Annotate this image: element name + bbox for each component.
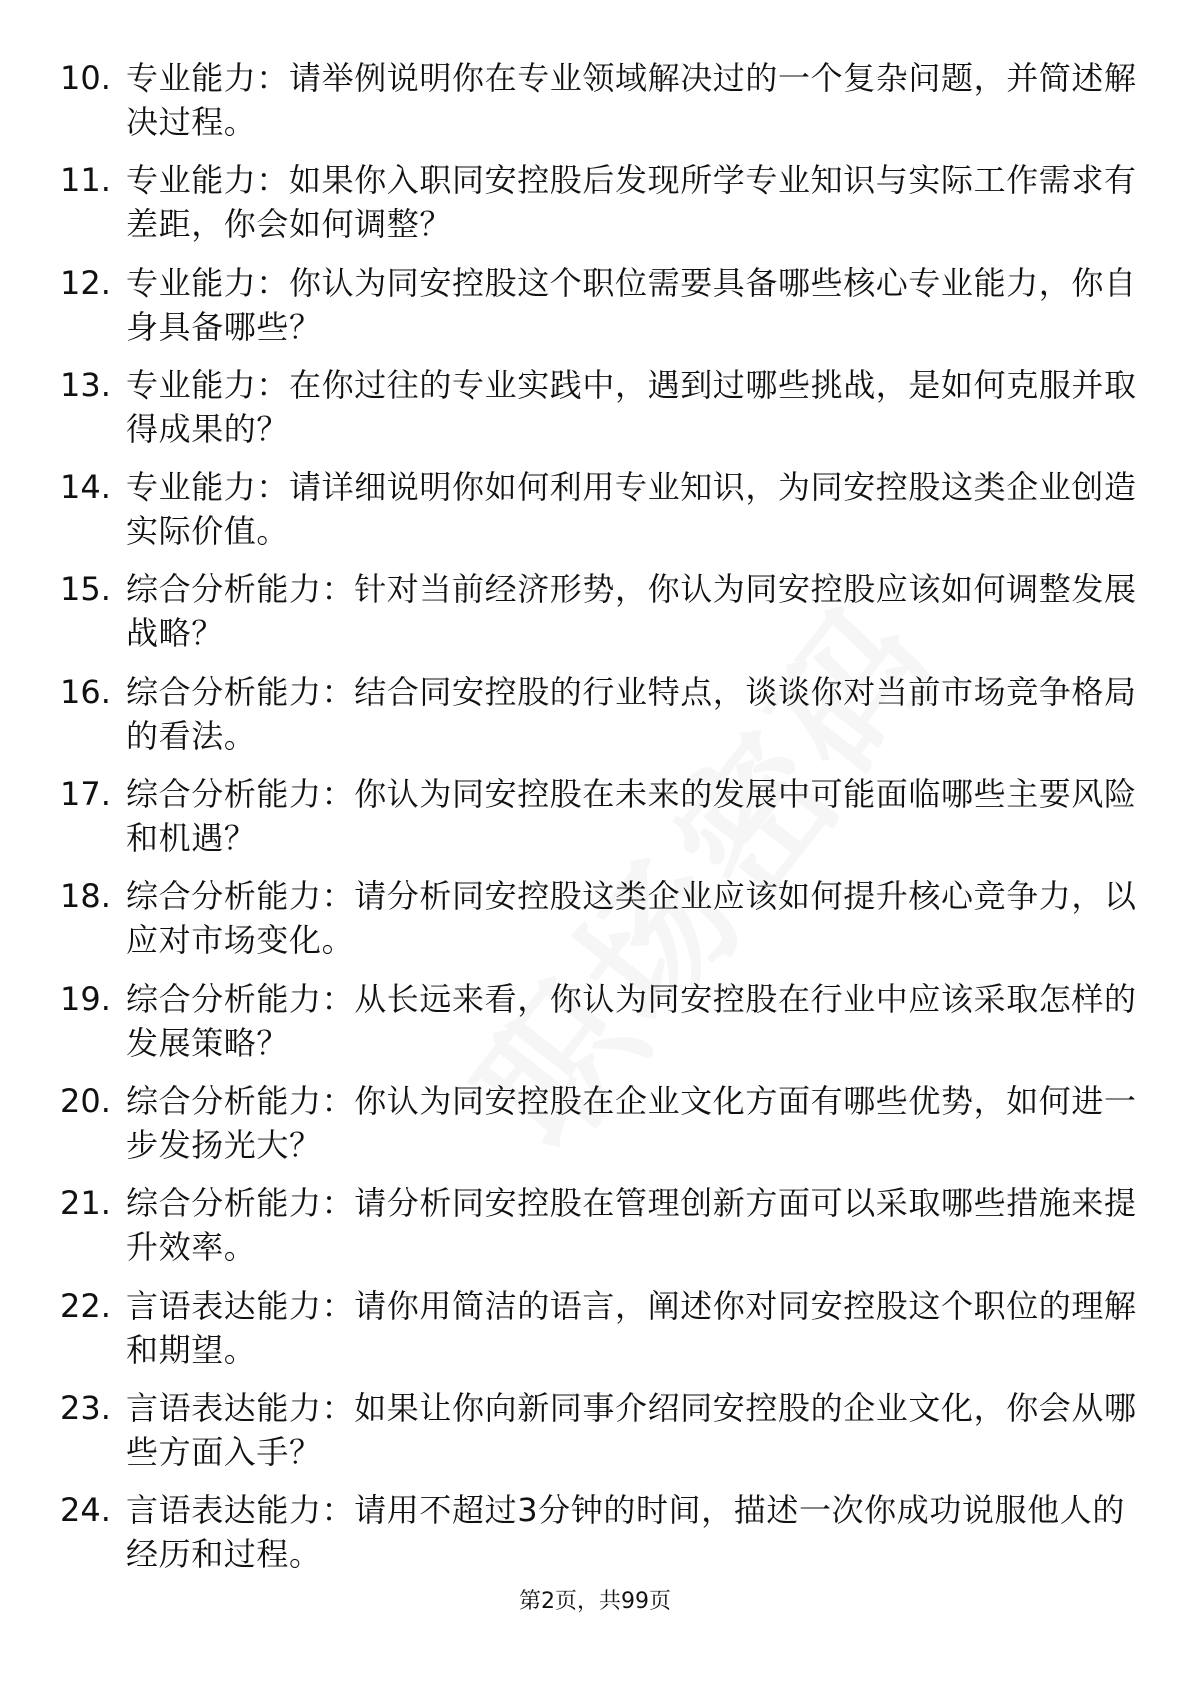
question-item [60,1386,1140,1488]
question-item [60,772,1140,874]
question-number: 11. [60,161,111,200]
question-text: 言语表达能力：请你用简洁的语言，阐述你对同安控股这个职位的理解和期望。 [126,1286,1137,1369]
question-text: 专业能力：请举例说明你在专业领域解决过的一个复杂问题，并简述解决过程。 [126,59,1137,141]
question-number: 17. [60,775,111,814]
question-item [60,465,1140,567]
question-number: 18. [60,877,111,916]
page-number-label: 第2页，共99页 [519,1589,671,1614]
question-number: 10. [60,59,111,97]
question-text: 综合分析能力：请分析同安控股这类企业应该如何提升核心竞争力，以应对市场变化。 [126,877,1137,960]
question-item [60,1181,1140,1283]
question-text: 专业能力：请详细说明你如何利用专业知识，为同安控股这类企业创造实际价值。 [126,468,1137,551]
question-item [60,670,1140,772]
question-item [60,874,1140,976]
question-item [60,1284,1140,1386]
question-item [60,56,1140,158]
question-text: 综合分析能力：结合同安控股的行业特点，谈谈你对当前市场竞争格局的看法。 [126,672,1137,755]
question-number: 16. [60,672,111,711]
question-number: 20. [60,1081,111,1120]
question-list [60,56,1140,1590]
question-number: 24. [60,1491,111,1530]
question-number: 15. [60,570,111,609]
question-item [60,977,1140,1079]
question-item [60,1488,1140,1590]
question-number: 23. [60,1388,111,1427]
question-text: 专业能力：在你过往的专业实践中，遇到过哪些挑战，是如何克服并取得成果的？ [126,365,1137,448]
question-item [60,363,1140,465]
question-item [60,567,1140,669]
question-text: 综合分析能力：请分析同安控股在管理创新方面可以采取哪些措施来提升效率。 [126,1184,1137,1267]
question-text: 言语表达能力：如果让你向新同事介绍同安控股的企业文化，你会从哪些方面入手？ [126,1388,1137,1471]
question-item [60,158,1140,260]
question-text: 综合分析能力：你认为同安控股在企业文化方面有哪些优势，如何进一步发扬光大？ [126,1081,1137,1164]
question-text: 综合分析能力：从长远来看，你认为同安控股在行业中应该采取怎样的发展策略？ [126,979,1137,1062]
question-text: 言语表达能力：请用不超过3分钟的时间，描述一次你成功说服他人的经历和过程。 [126,1491,1125,1574]
question-number: 13. [60,365,111,404]
question-text: 综合分析能力：你认为同安控股在未来的发展中可能面临哪些主要风险和机遇？ [126,775,1137,858]
question-text: 专业能力：你认为同安控股这个职位需要具备哪些核心专业能力，你自身具备哪些？ [126,263,1137,346]
question-text: 综合分析能力：针对当前经济形势，你认为同安控股应该如何调整发展战略？ [126,570,1137,653]
question-number: 22. [60,1286,111,1325]
question-number: 14. [60,468,111,507]
question-number: 19. [60,979,111,1018]
question-item [60,261,1140,363]
question-text: 专业能力：如果你入职同安控股后发现所学专业知识与实际工作需求有差距，你会如何调整？ [126,161,1137,244]
question-number: 12. [60,263,111,302]
page-footer [0,1588,1190,1616]
question-number: 21. [60,1184,111,1223]
question-item [60,1079,1140,1181]
